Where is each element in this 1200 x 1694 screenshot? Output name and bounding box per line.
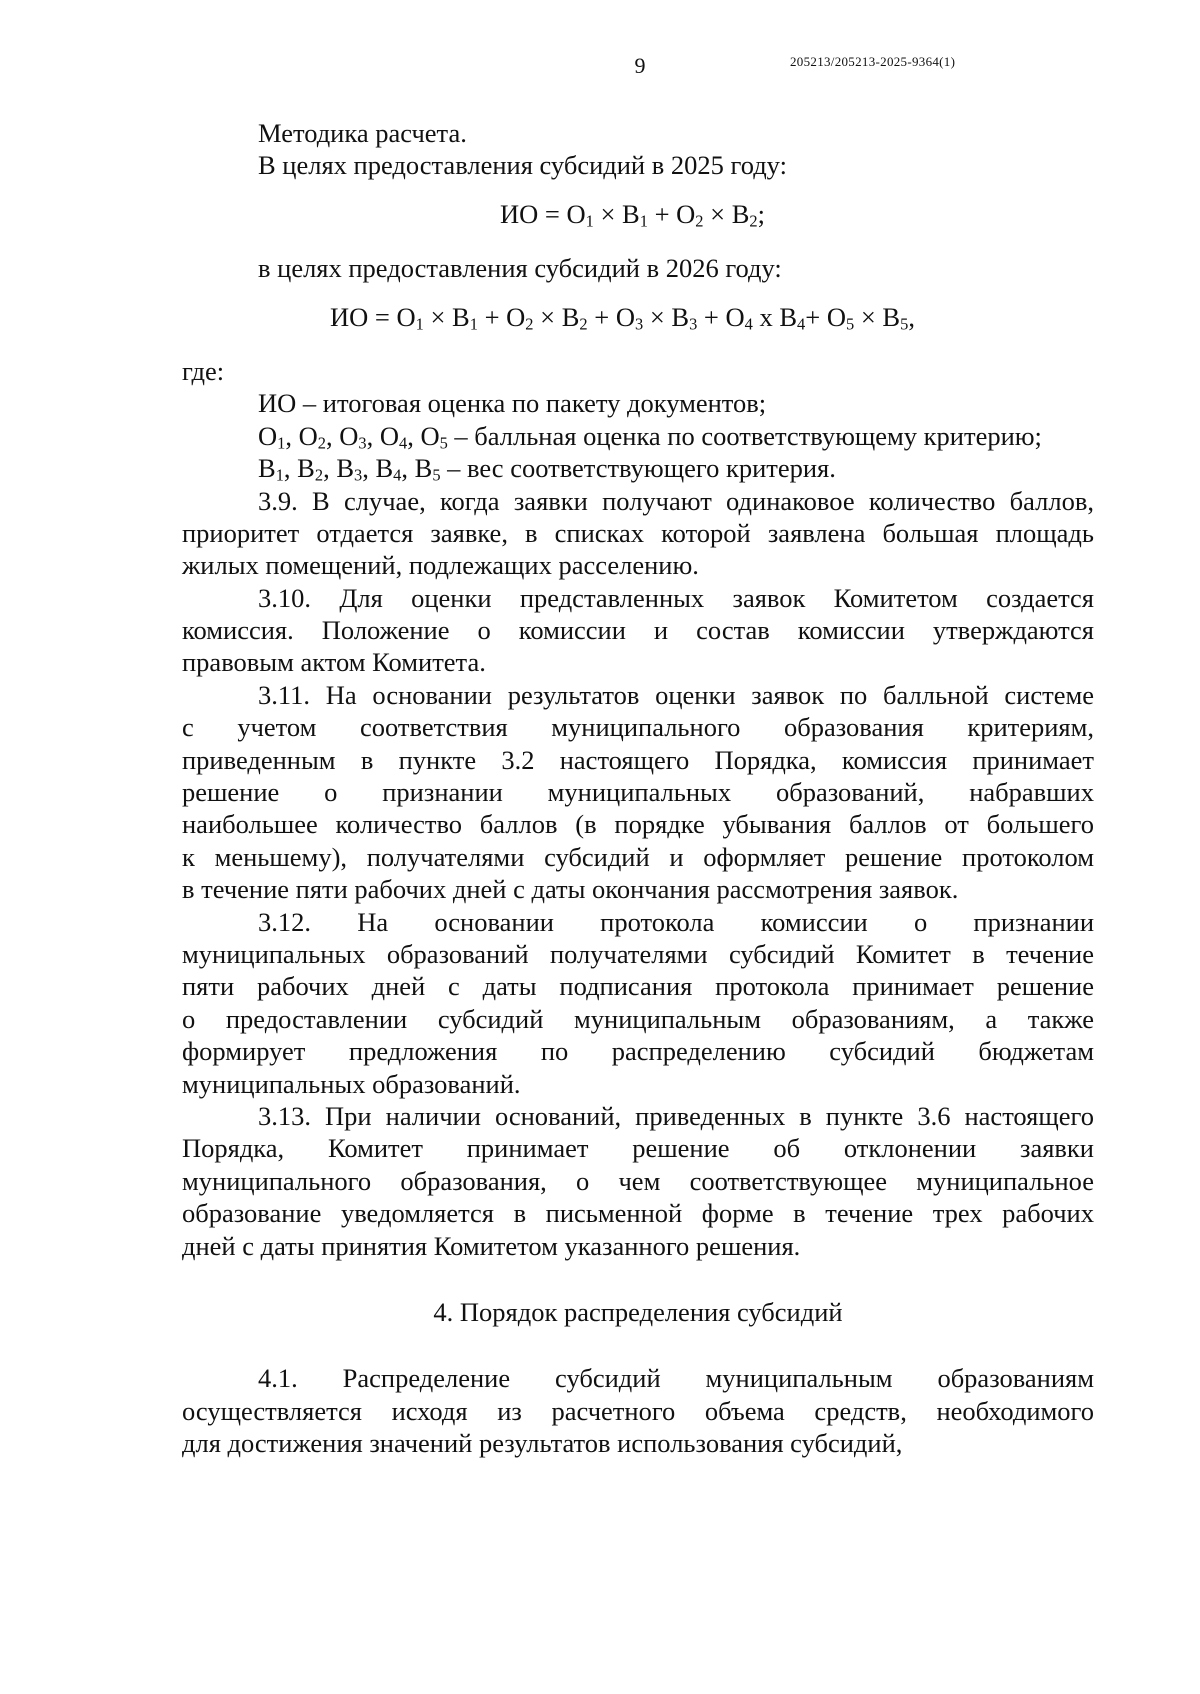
subscript-index: 1 bbox=[415, 314, 424, 334]
legend-description: – балльная оценка по соответствующему критерию; bbox=[447, 420, 1042, 451]
list-separator: , bbox=[401, 453, 415, 484]
paragraph-3-9 bbox=[182, 485, 1094, 582]
formula-weight-symbol: В bbox=[452, 301, 470, 332]
symbol-letter: О bbox=[298, 420, 318, 451]
paragraph-line: осуществляется исходя из расчетного объема средств, необходимого bbox=[182, 1395, 1094, 1426]
formula-weight-symbol: В bbox=[731, 198, 750, 229]
subscript-index: 1 bbox=[277, 433, 286, 453]
symbol-letter: В bbox=[414, 453, 433, 484]
formula-operator: х bbox=[752, 301, 780, 332]
subscript-index: 3 bbox=[358, 433, 367, 453]
legend-io: ИО – итоговая оценка по пакету документов; bbox=[258, 388, 767, 419]
formula-weight-symbol: В bbox=[622, 198, 640, 229]
formula-2026 bbox=[182, 301, 1094, 333]
paragraph-line: муниципальных образований. bbox=[182, 1068, 521, 1099]
paragraph-line: Порядка, Комитет принимает решение об отклонении заявки bbox=[182, 1133, 1094, 1164]
page-number: 9 bbox=[634, 53, 646, 78]
subscript-index: 1 bbox=[469, 314, 478, 334]
subscript-index: 2 bbox=[579, 314, 588, 334]
formula-score-symbol: О bbox=[826, 301, 846, 332]
paragraph-line: наибольшее количество баллов (в порядке убывания баллов от большего bbox=[182, 809, 1094, 840]
formula-joiner: + bbox=[587, 301, 616, 332]
formula-equals: = bbox=[368, 301, 397, 332]
subscript-index: 4 bbox=[744, 314, 753, 334]
subscript-index: 1 bbox=[275, 465, 284, 485]
paragraph-line: пяти рабочих дней с даты подписания протокола принимает решение bbox=[182, 971, 1094, 1002]
subscript-index: 5 bbox=[432, 465, 441, 485]
intro-2026: в целях предоставления субсидий в 2026 году: bbox=[258, 253, 782, 284]
formula-operator: × bbox=[423, 301, 453, 332]
list-separator: , bbox=[325, 420, 340, 451]
paragraph-line: в течение пяти рабочих дней с даты окончания рассмотрения заявок. bbox=[182, 874, 959, 905]
paragraph-line: комиссия. Положение о комиссии и состав комиссии утверждаются bbox=[182, 615, 1094, 646]
formula-operator: × bbox=[593, 198, 623, 229]
section-4-heading: 4. Порядок распределения субсидий bbox=[433, 1296, 843, 1327]
legend-description: – вес соответствующего критерия. bbox=[440, 453, 836, 484]
paragraph-line: о предоставлении субсидий муниципальным образованиям, а также bbox=[182, 1003, 1094, 1034]
subscript-index: 5 bbox=[900, 314, 909, 334]
symbol-letter: О bbox=[258, 420, 278, 451]
subscript-index: 4 bbox=[797, 314, 806, 334]
symbol-letter: О bbox=[420, 420, 440, 451]
subscript-index: 4 bbox=[393, 465, 402, 485]
legend-b bbox=[182, 452, 1094, 484]
paragraph-line: для достижения значений результатов использования субсидий, bbox=[182, 1428, 903, 1459]
formula-operator: × bbox=[643, 301, 672, 332]
symbol-letter: В bbox=[258, 453, 276, 484]
paragraph-3-11 bbox=[182, 679, 1094, 906]
subscript-index: 3 bbox=[689, 314, 698, 334]
formula-weight-symbol: В bbox=[882, 301, 901, 332]
subscript-index: 2 bbox=[314, 465, 324, 485]
formula-lhs: ИО bbox=[500, 198, 539, 229]
method-title: Методика расчета. bbox=[258, 118, 467, 148]
formula-score-symbol: О bbox=[506, 301, 526, 332]
paragraph-line: решение о признании муниципальных образований, набравших bbox=[182, 777, 1094, 808]
paragraph-line: приведенным в пункте 3.2 настоящего Порядка, комиссия принимает bbox=[182, 744, 1094, 775]
symbol-letter: В bbox=[375, 453, 394, 484]
paragraph-line: 3.10. Для оценки представленных заявок Комитетом создается bbox=[258, 582, 1094, 613]
paragraph-line: жилых помещений, подлежащих расселению. bbox=[182, 550, 699, 581]
formula-joiner: + bbox=[805, 301, 827, 332]
paragraph-line: 3.11. На основании результатов оценки заявок по балльной системе bbox=[258, 679, 1094, 710]
paragraph-line: 3.13. При наличии оснований, приведенных в пункте 3.6 настоящего bbox=[258, 1100, 1094, 1131]
paragraph-line: муниципального образования, о чем соответствующее муниципальное bbox=[182, 1165, 1094, 1196]
formula-2025 bbox=[182, 198, 1094, 230]
list-separator: , bbox=[323, 453, 337, 484]
paragraph-3-10 bbox=[182, 582, 1094, 679]
subscript-index: 2 bbox=[749, 211, 758, 231]
formula-lhs: ИО bbox=[330, 301, 369, 332]
subscript-index: 5 bbox=[845, 314, 855, 334]
formula-joiner: ; bbox=[757, 198, 765, 229]
formula-equals: = bbox=[538, 198, 567, 229]
subscript-index: 3 bbox=[634, 314, 644, 334]
formula-score-symbol: О bbox=[676, 198, 696, 229]
paragraph-line: 3.12. На основании протокола комиссии о признании bbox=[258, 906, 1094, 937]
subscript-index: 1 bbox=[585, 211, 594, 231]
list-separator: , bbox=[362, 453, 376, 484]
subscript-index: 2 bbox=[317, 433, 326, 453]
paragraph-line: дней с даты принятия Комитетом указанного решения. bbox=[182, 1230, 801, 1261]
formula-score-symbol: О bbox=[615, 301, 635, 332]
document-body bbox=[182, 117, 1094, 1459]
paragraph-line: формирует предложения по распределению субсидий бюджетам bbox=[182, 1036, 1094, 1067]
paragraph-line: к меньшему), получателями субсидий и оформляет решение протоколом bbox=[182, 841, 1094, 872]
formula-weight-symbol: В bbox=[779, 301, 798, 332]
legend-o bbox=[182, 420, 1094, 452]
list-separator: , bbox=[283, 453, 298, 484]
formula-score-symbol: О bbox=[396, 301, 416, 332]
symbol-letter: В bbox=[297, 453, 315, 484]
formula-weight-symbol: В bbox=[561, 301, 580, 332]
symbol-letter: О bbox=[339, 420, 359, 451]
subscript-index: 3 bbox=[354, 465, 363, 485]
symbol-letter: О bbox=[379, 420, 399, 451]
where-label: где: bbox=[182, 355, 225, 386]
symbol-letter: В bbox=[336, 453, 354, 484]
document-id: 205213/205213-2025-9364(1) bbox=[790, 54, 956, 69]
paragraph-3-12 bbox=[182, 906, 1094, 1100]
intro-2025: В целях предоставления субсидий в 2025 году: bbox=[258, 150, 787, 181]
subscript-index: 5 bbox=[439, 433, 448, 453]
formula-operator: × bbox=[703, 198, 732, 229]
paragraph-line: 4.1. Распределение субсидий муниципальным образованиям bbox=[258, 1363, 1094, 1394]
paragraph-line: правовым актом Комитета. bbox=[182, 647, 486, 678]
list-separator: , bbox=[407, 420, 421, 451]
subscript-index: 2 bbox=[695, 211, 704, 231]
paragraph-line: муниципальных образований получателями субсидий Комитет в течение bbox=[182, 938, 1094, 969]
paragraph-line: с учетом соответствия муниципального образования критериям, bbox=[182, 712, 1094, 743]
formula-joiner: , bbox=[908, 301, 915, 332]
subscript-index: 2 bbox=[525, 314, 534, 334]
paragraph-line: 3.9. В случае, когда заявки получают одинаковое количество баллов, bbox=[258, 485, 1094, 516]
formula-weight-symbol: В bbox=[671, 301, 690, 332]
paragraph-4-1 bbox=[182, 1362, 1094, 1459]
formula-joiner: + bbox=[477, 301, 507, 332]
paragraph-3-13 bbox=[182, 1100, 1094, 1262]
formula-operator: × bbox=[533, 301, 562, 332]
subscript-index: 4 bbox=[398, 433, 408, 453]
formula-score-symbol: О bbox=[725, 301, 745, 332]
paragraph-line: приоритет отдается заявке, в списках которой заявлена большая площадь bbox=[182, 517, 1094, 548]
subscript-index: 1 bbox=[639, 211, 648, 231]
list-separator: , bbox=[366, 420, 380, 451]
formula-score-symbol: О bbox=[566, 198, 586, 229]
paragraph-line: образование уведомляется в письменной форме в течение трех рабочих bbox=[182, 1198, 1094, 1229]
formula-joiner: + bbox=[647, 198, 677, 229]
formula-operator: × bbox=[854, 301, 883, 332]
formula-joiner: + bbox=[697, 301, 726, 332]
list-separator: , bbox=[285, 420, 299, 451]
